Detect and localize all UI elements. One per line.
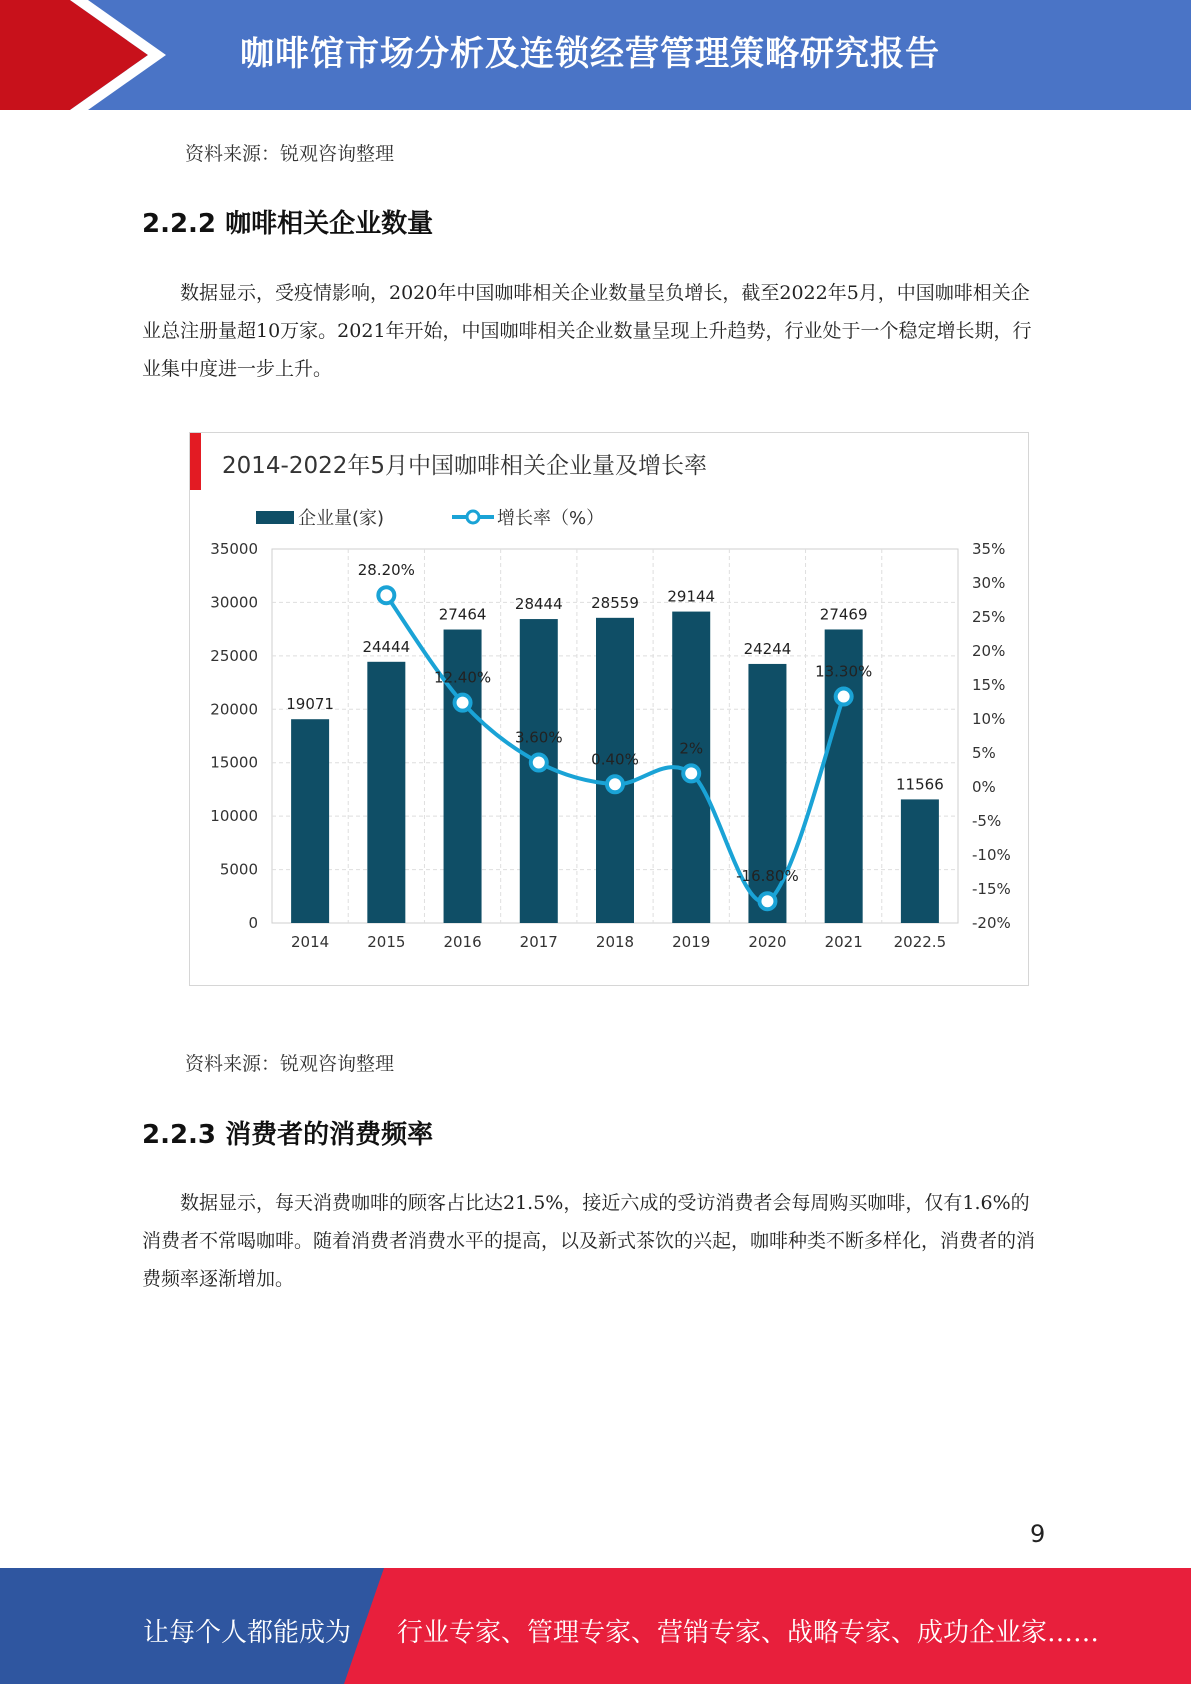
enterprise-count-chart <box>189 432 1029 986</box>
y-tick-label: 5000 <box>219 860 258 879</box>
growth-rate-point <box>836 689 852 705</box>
growth-rate-label: 2% <box>679 739 704 758</box>
section-paragraph-2-2-3: 数据显示，每天消费咖啡的顾客占比达21.5%，接近六成的受访消费者会每周购买咖啡，仅有1.6%的消费者不常喝咖啡。随着消费者消费水平的提高，以及新式茶饮的兴起，咖啡种类不断多样化，消费者的消费频率逐渐增加。 <box>142 1192 1036 1290</box>
growth-rate-point <box>607 776 623 792</box>
x-tick-label: 2015 <box>367 933 406 951</box>
y2-tick-label: -5% <box>972 812 1002 830</box>
y2-tick-label: 10% <box>972 710 1006 728</box>
bar-value-label: 27464 <box>438 605 487 624</box>
title-accent <box>190 433 201 490</box>
bar-2018 <box>596 618 634 923</box>
y2-tick-label: 35% <box>972 540 1006 558</box>
footer-slogan-left: 让每个人都能成为 <box>143 1618 352 1648</box>
section-paragraph-2-2-2: 数据显示，受疫情影响，2020年中国咖啡相关企业数量呈负增长，截至2022年5月，中国咖啡相关企业总注册量超10万家。2021年开始，中国咖啡相关企业数量呈现上升趋势，行业处于一个稳定增长期，行业集中度进一步上升。 <box>142 282 1032 380</box>
y-tick-label: 35000 <box>210 540 258 558</box>
section-heading-2-2-3: 2.2.3 消费者的消费频率 <box>142 1120 434 1150</box>
y-tick-label: 0 <box>248 914 258 932</box>
bar-value-label: 29144 <box>667 587 716 606</box>
bar-value-label: 28444 <box>514 595 563 614</box>
report-title: 咖啡馆市场分析及连锁经营管理策略研究报告 <box>240 34 940 74</box>
legend-label-bar: 企业量(家) <box>298 508 385 529</box>
y2-tick-label: -20% <box>972 914 1011 932</box>
y2-tick-label: 5% <box>972 744 996 762</box>
growth-rate-label: 12.40% <box>433 668 492 687</box>
footer-slogan-right: 行业专家、管理专家、营销专家、战略专家、成功企业家…… <box>397 1618 1100 1648</box>
bar-value-label: 11566 <box>896 775 944 794</box>
bar-2014 <box>291 719 329 923</box>
growth-rate-label: 13.30% <box>815 662 873 681</box>
y-tick-label: 20000 <box>210 700 258 719</box>
bar-value-label: 28559 <box>591 593 639 612</box>
x-tick-label: 2020 <box>748 933 787 951</box>
y-tick-label: 25000 <box>210 646 258 665</box>
bar-value-label: 19071 <box>286 695 334 714</box>
bar-2022.5 <box>901 799 939 923</box>
growth-rate-point <box>531 755 547 771</box>
growth-rate-label: 0.40% <box>591 750 639 769</box>
y2-tick-label: 15% <box>972 676 1006 694</box>
legend-label-line: 增长率（%） <box>497 508 605 529</box>
x-tick-label: 2021 <box>824 933 863 951</box>
y2-tick-label: 0% <box>972 778 996 796</box>
chart-canvas <box>190 433 1028 985</box>
x-tick-label: 2016 <box>443 933 482 951</box>
source-note: 资料来源：锐观咨询整理 <box>185 143 395 165</box>
y2-tick-label: 25% <box>972 608 1006 626</box>
y2-tick-label: -15% <box>972 880 1011 898</box>
growth-rate-point <box>378 587 394 603</box>
source-note: 资料来源：锐观咨询整理 <box>185 1053 395 1075</box>
x-tick-label: 2017 <box>519 933 558 951</box>
y2-tick-label: 30% <box>972 574 1006 592</box>
page-header <box>0 0 1191 110</box>
growth-rate-label: 3.60% <box>514 728 563 747</box>
bar-value-label: 27469 <box>819 605 868 624</box>
y-tick-label: 30000 <box>210 593 258 612</box>
y2-tick-label: -10% <box>972 846 1011 864</box>
growth-rate-point <box>759 893 775 909</box>
growth-rate-label: -16.80% <box>736 867 799 886</box>
x-tick-label: 2014 <box>291 933 330 951</box>
growth-rate-point <box>683 765 699 781</box>
y2-tick-label: 20% <box>972 642 1006 660</box>
x-tick-label: 2019 <box>672 933 711 951</box>
bar-value-label: 24244 <box>743 639 792 658</box>
y-tick-label: 10000 <box>210 807 258 826</box>
section-heading-2-2-2: 2.2.2 咖啡相关企业数量 <box>142 209 434 239</box>
legend-swatch-marker <box>467 511 479 523</box>
growth-rate-label: 28.20% <box>357 561 415 580</box>
x-tick-label: 2018 <box>595 933 635 951</box>
legend-swatch-bar <box>256 511 294 524</box>
chart-title: 2014-2022年5月中国咖啡相关企业量及增长率 <box>222 453 707 479</box>
page-number: 9 <box>1030 1520 1046 1548</box>
growth-rate-point <box>455 695 471 711</box>
bar-2015 <box>367 662 405 923</box>
bar-value-label: 24444 <box>362 637 411 656</box>
x-tick-label: 2022.5 <box>893 933 947 951</box>
page-footer <box>0 1568 1191 1684</box>
y-tick-label: 15000 <box>210 753 258 772</box>
